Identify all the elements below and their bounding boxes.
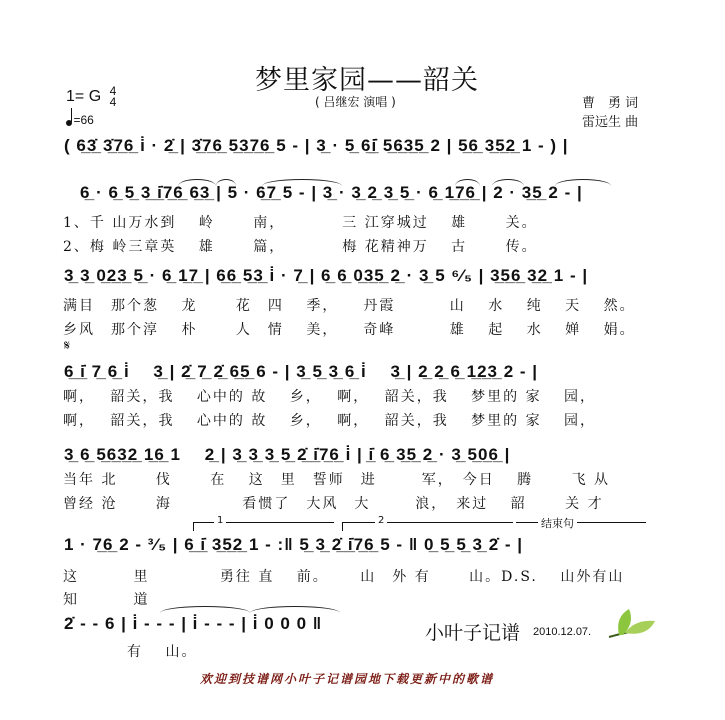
lyrics-line-3-verse-1: 满目 那个葱 龙 花 四 季， 丹霞 山 水 纯 天 然。 <box>63 298 636 314</box>
lyrics-line-4-verse-2: 啊， 韶关，我 心中的 故 乡， 啊， 韶关，我 梦里的 家 园， <box>63 413 597 429</box>
tempo-value: =66 <box>73 113 94 127</box>
lyrics-line-3-verse-2: 乡风 那个淳 朴 人 情 美， 奇峰 雄 起 水 婵 娟。 <box>63 322 636 338</box>
lyrics-line-2-verse-1: 1、千 山万水到 岭 南， 三 江穿城过 雄 关。 <box>63 215 538 231</box>
volta-bracket-1 <box>193 515 334 531</box>
score-line-1: ( 6̲3̲̇ 3̲̇7̲6̲ i̇ · 2̲̇ | 3̲̇7̲6̲ 5̲3̲7̲6̲ 5 - | 3̲ · 5̲ 6̲i̲̇ 5̲6̲3̲5̲ 2 | 5̲6̲ 3̲5̲2̲ 1 - ) | <box>64 136 569 155</box>
performer-credit: ( 吕继宏 演唱 ) <box>315 95 396 109</box>
time-signature-top: 4 <box>109 84 117 98</box>
volta-1-label: 1 <box>214 515 226 526</box>
time-signature <box>110 86 117 108</box>
tie <box>160 606 250 613</box>
time-signature-bottom: 4 <box>109 95 117 109</box>
lyricist-credit: 曹 勇 词 <box>582 96 639 111</box>
score-line-2: 6̲ · 6̲ 5̲ 3̲ i̲̇7̲6̲ 6̲3̲ | 5 · 6̲7̲ 5 - | 3̲ · 3̲ 2̲ 3̲ 5̲ · 6̲ 1̲7̲6̲ | 2 · 3̲5̲ 2 - | <box>80 183 583 202</box>
volta-bracket-2 <box>342 515 513 531</box>
ending-bracket <box>516 517 646 531</box>
lyrics-line-4-verse-1: 啊， 韶关，我 心中的 故 乡， 啊， 韶关，我 梦里的 家 园， <box>63 389 597 405</box>
composer-credit: 雷远生 曲 <box>582 115 639 130</box>
transcriber-signature: 小叶子记谱 <box>425 622 521 644</box>
footer-note: 欢迎到技谱网小叶子记谱园地下载更新中的歌谱 <box>200 672 495 686</box>
score-line-3: 3̲ 3̲ 0̲2̲3̲ 5̲ · 6̲ 1̲7̲ | 6̲6̲ 5̲3̲ i̇ · 7̲ | 6̲ 6̲ 0̲3̲5̲ 2̲ · 3̲ 5 ⁶⁄₅ | 3̲5̲6̲ 3̲2̲ 1 - | <box>64 266 589 285</box>
leaf-icon <box>605 605 675 645</box>
key-label: 1= G <box>66 88 102 106</box>
lyrics-line-2-verse-2: 2、梅 岭三章英 雄 篇， 梅 花精神万 古 传。 <box>63 239 538 255</box>
song-title: 梦里家园——韶关 <box>255 65 479 96</box>
lyrics-line-6-verse-2: 知 道 <box>63 592 150 608</box>
score-line-5: 3̲ 6̲ 5̲6̲3̲2̲ 1̲6̲ 1 2̲ | 3̲ 3̲ 3̲ 5̲ 2̲̇ i̲̇7̲6̲ i̇ | i̲̇ 6̲ 3̲5̲ 2̲ · 3̲ 5̲0̲6̲ | <box>64 445 511 464</box>
score-line-4: 6̲ i̲̇ 7̲ 6̲ i̇ 3̲ | 2̲̇ 7̲ 2̲̇ 6̲5̲ 6 - | 3̲ 5̲ 3̲ 6̲ i̇ 3̲ | 2̲ 2̲ 6̲ 1̲2̲3̲ 2 - | <box>64 362 539 381</box>
lyrics-line-5-verse-2: 曾经 沧 海 看惯了 大风 大 浪， 来过 韶 关 才 <box>63 496 604 512</box>
transcription-date: 2010.12.07. <box>533 626 592 638</box>
score-line-6: 1 · 7̲6̲ 2 - ³⁄₅ | 6̲ i̲̇ 3̲5̲2̲ 1 - :‖ 5̲ 3̲ 2̲̇ i̲̇7̲6̲ 5 - ‖ 0̲ 5̲ 5̲ 3̲ 2̇ - | <box>64 535 524 554</box>
segno-icon: 𝄋 <box>64 338 71 354</box>
lyrics-line-6-verse-1: 这 里 勇往 直 前。 山 外 有 山。D.S. 山外有山 <box>63 569 625 585</box>
lyrics-line-5-verse-1: 当年 北 伐 在 这 里 誓师 进 军， 今日 腾 飞 从 <box>63 472 611 488</box>
key-signature <box>66 86 116 108</box>
tempo-marking <box>66 110 94 127</box>
tie <box>250 606 340 613</box>
ending-label: 结束句 <box>538 515 577 531</box>
note-stem <box>71 108 73 122</box>
volta-2-label: 2 <box>375 515 387 526</box>
score-line-7: 2̇ - - 6 | i̇ - - - | i̇ - - - | i̇ 0 0 0 ‖ <box>64 614 323 633</box>
lyrics-line-7: 有 山。 <box>63 644 198 660</box>
